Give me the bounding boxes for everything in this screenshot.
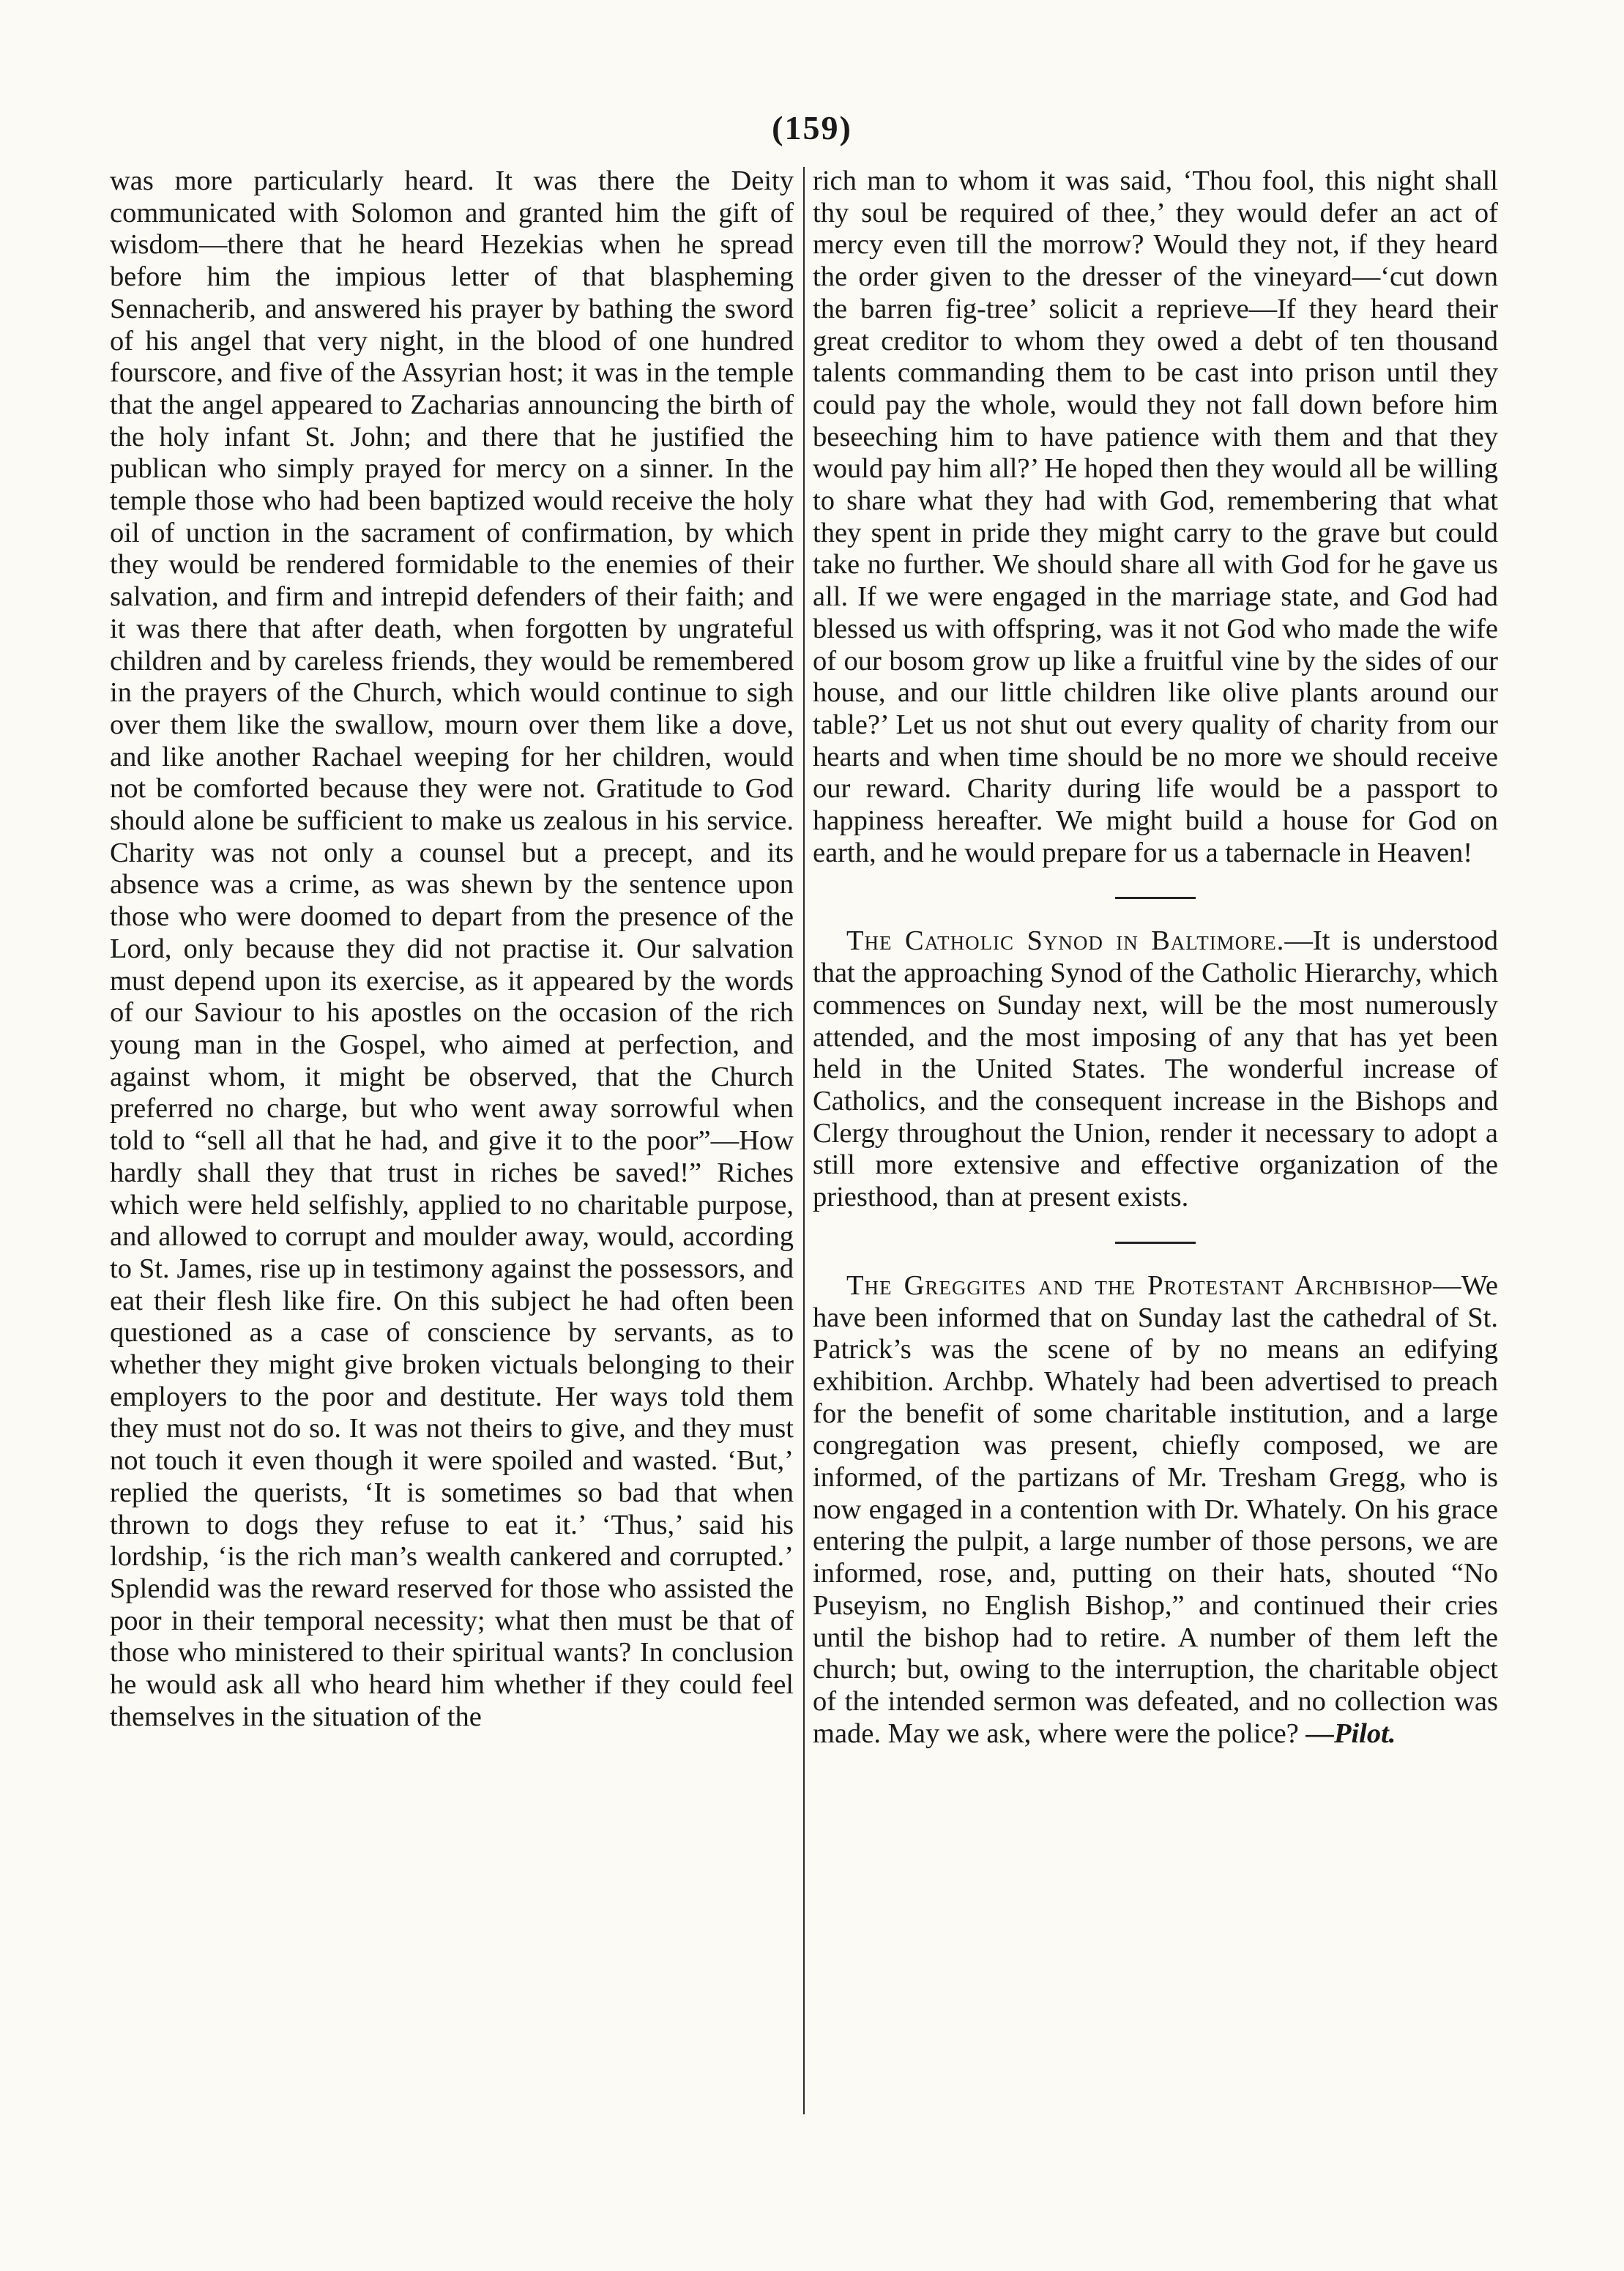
article-greggites [813,1270,1498,1750]
article-headline: The Greggites and the Protestant Archbishop [846,1269,1434,1301]
column-divider [803,167,805,2114]
page-number: (159) [772,109,852,146]
article-source: —Pilot. [1305,1718,1396,1749]
article-body: —It is understood that the approaching Synod of the Catholic Hierarchy, which commences on Sunday next, will be the most numerously attended, and the most imposing of any that has yet been held in the United States. The wonderful increase of Catholics, and the consequent increase in the Bishops and Clergy throughout the Union, render it necessary to adopt a still more extensive and effective organization of the priesthood, than at present exists. [813,925,1498,1213]
article-body: —We have been informed that on Sunday last the cathedral of St. Patrick’s was the scene of by no means an edifying exhibition. Archbp. Whately had been advertised to preach for the benefit of some charitable institution, and a large congregation was present, chiefly composed, we are informed, of the partizans of Mr. Tresham Gregg, who is now engaged in a contention with Dr. Whately. On his grace entering the pulpit, a large number of those persons, we are informed, rose, and, putting on their hats, shouted “No Puseyism, no English Bishop,” and continued their cries until the bishop had to retire. A number of them left the church; but, owing to the interruption, the charitable object of the intended sermon was defeated, and no collection was made. May we ask, where were the police? [813,1269,1498,1749]
article-separator [1115,1242,1196,1244]
left-column [110,165,794,1733]
article-synod [813,925,1498,1213]
sermon-text-right: rich man to whom it was said, ‘Thou fool, this night shall thy soul be required of thee,’ they would defer an act of mercy even till the morrow? Would they not, if they heard the order given to the dresser of the vineyard—‘cut down the barren fig-tree’ solicit a reprieve—If they heard their great creditor to whom they owed a debt of ten thousand talents commanding them to be cast into prison until they could pay the whole, would they not fall down before him beseeching him to have patience with them and that they would pay him all?’ He hoped then they would all be willing to share what they had with God, remembering that what they spent in pride they might carry to the grave but could take no further. We should share all with God for he gave us all. If we were engaged in the marriage state, and God had blessed us with offspring, was it not God who made the wife of our bosom grow up like a fruitful vine by the sides of our house, and our little children like olive plants around our table?’ Let us not shut out every quality of charity from our hearts and when time should be no more we should receive our reward. Charity during life would be a passport to happiness hereafter. We might build a house for God on earth, and he would prepare for us a tabernacle in Heaven! [813,165,1498,868]
right-column [813,165,1498,1750]
sermon-text-left: was more particularly heard. It was there the Deity communicated with Solomon and granted him the gift of wisdom—there that he heard Hezekias when he spread before him the impious letter of that blaspheming Sennacherib, and answered his prayer by bathing the sword of his angel that very night, in the blood of one hundred fourscore, and five of the Assyrian host; it was in the temple that the angel appeared to Zacharias announcing the birth of the holy infant St. John; and there that he justified the publican who simply prayed for mercy on a sinner. In the temple those who had been baptized would receive the holy oil of unction in the sacrament of confirmation, by which they would be rendered formidable to the enemies of their salvation, and firm and intrepid defenders of their faith; and it was there that after death, when forgotten by ungrateful children and by careless friends, they would be remembered in the prayers of the Church, which would continue to sigh over them like the swallow, mourn over them like a dove, and like another Rachael weeping for her children, would not be comforted because they were not. Gratitude to God should alone be sufficient to make us zealous in his service. Charity was not only a counsel but a precept, and its absence was a crime, as was shewn by the sentence upon those who were doomed to depart from the presence of the Lord, only because they did not practise it. Our salvation must depend upon its exercise, as it appeared by the words of our Saviour to his apostles on the occasion of the rich young man in the Gospel, who aimed at perfection, and against whom, it might be observed, that the Church preferred no charge, but who went away sorrowful when told to “sell all that he had, and give it to the poor”—How hardly shall they that trust in riches be saved!” Riches which were held selfishly, applied to no charitable purpose, and allowed to corrupt and moulder away, would, according to St. James, rise up in testimony against the possessors, and eat their flesh like fire. On this subject he had often been questioned as a case of conscience by servants, as to whether they might give broken victuals belonging to their employers to the poor and destitute. Her ways told them they must not do so. It was not theirs to give, and they must not touch it even though it were spoiled and wasted. ‘But,’ replied the querists, ‘It is sometimes so bad that when thrown to dogs they refuse to eat it.’ ‘Thus,’ said his lordship, ‘is the rich man’s wealth cankered and corrupted.’ Splendid was the reward reserved for those who assisted the poor in their temporal necessity; what then must be that of those who ministered to their spiritual wants? In conclusion he would ask all who heard him whether if they could feel themselves in the situation of the [110,165,794,1732]
article-headline: The Catholic Synod in Baltimore. [846,925,1285,957]
article-separator [1115,897,1196,899]
